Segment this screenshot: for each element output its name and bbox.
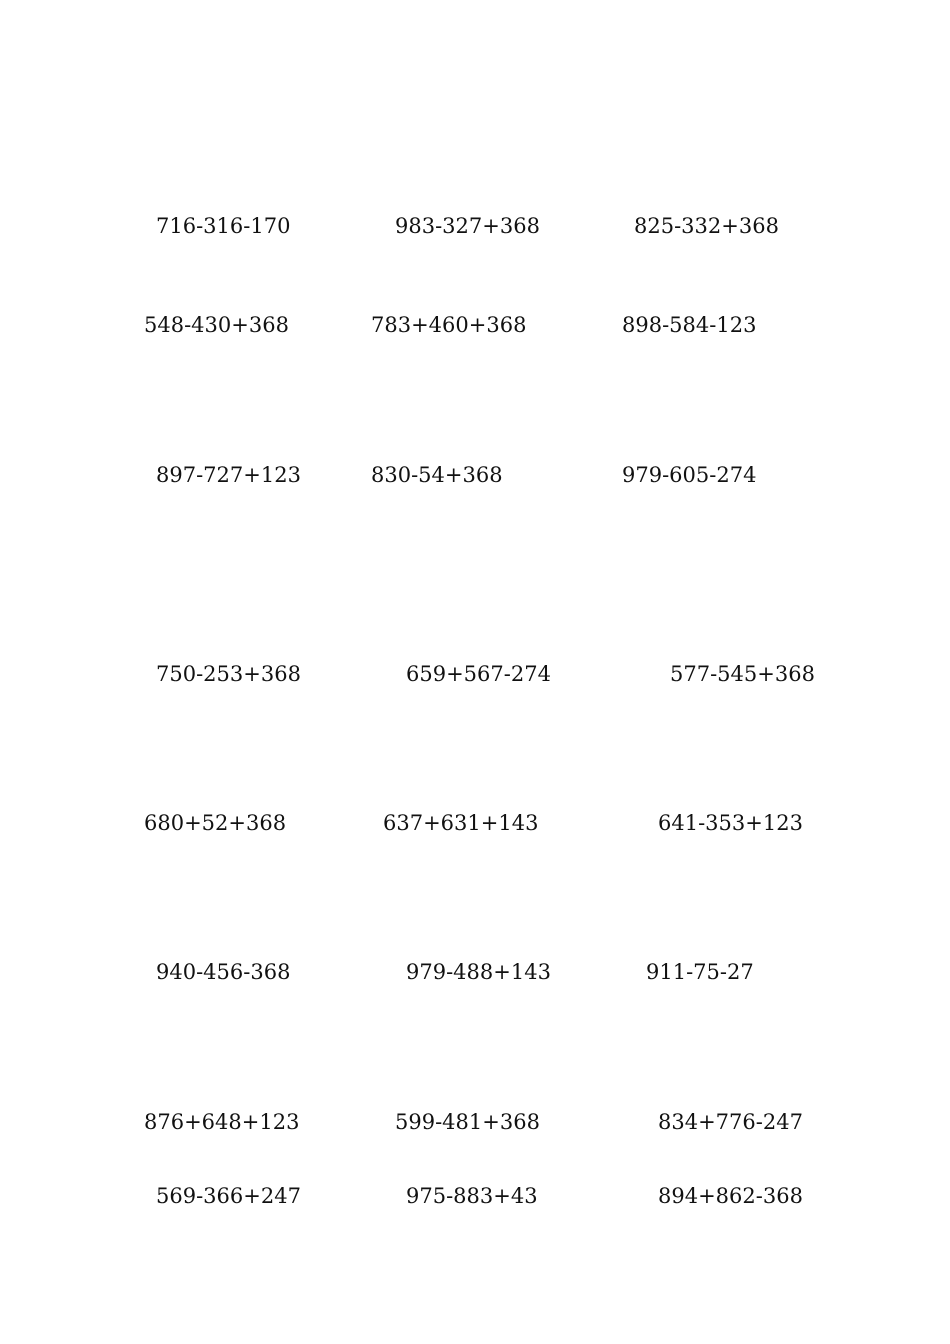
problem-r3-c2: 830-54+368 (371, 463, 503, 487)
problem-r7-c2: 599-481+368 (395, 1110, 540, 1134)
problem-r6-c1: 940-456-368 (156, 960, 291, 984)
problem-r8-c1: 569-366+247 (156, 1184, 301, 1208)
problem-r6-c3: 911-75-27 (646, 960, 754, 984)
problem-r8-c2: 975-883+43 (406, 1184, 538, 1208)
problem-r2-c1: 548-430+368 (144, 313, 289, 337)
problem-r5-c3: 641-353+123 (658, 811, 803, 835)
problem-r7-c1: 876+648+123 (144, 1110, 300, 1134)
problem-r4-c3: 577-545+368 (670, 662, 815, 686)
problem-r7-c3: 834+776-247 (658, 1110, 803, 1134)
problem-r6-c2: 979-488+143 (406, 960, 551, 984)
problem-r5-c1: 680+52+368 (144, 811, 287, 835)
problem-r3-c3: 979-605-274 (622, 463, 757, 487)
problem-r1-c2: 983-327+368 (395, 214, 540, 238)
problem-r3-c1: 897-727+123 (156, 463, 301, 487)
problem-r1-c1: 716-316-170 (156, 214, 291, 238)
problem-r8-c3: 894+862-368 (658, 1184, 803, 1208)
problem-r2-c2: 783+460+368 (371, 313, 527, 337)
problem-r1-c3: 825-332+368 (634, 214, 779, 238)
problem-r4-c1: 750-253+368 (156, 662, 301, 686)
problem-r4-c2: 659+567-274 (406, 662, 551, 686)
problem-r2-c3: 898-584-123 (622, 313, 757, 337)
problem-r5-c2: 637+631+143 (383, 811, 539, 835)
